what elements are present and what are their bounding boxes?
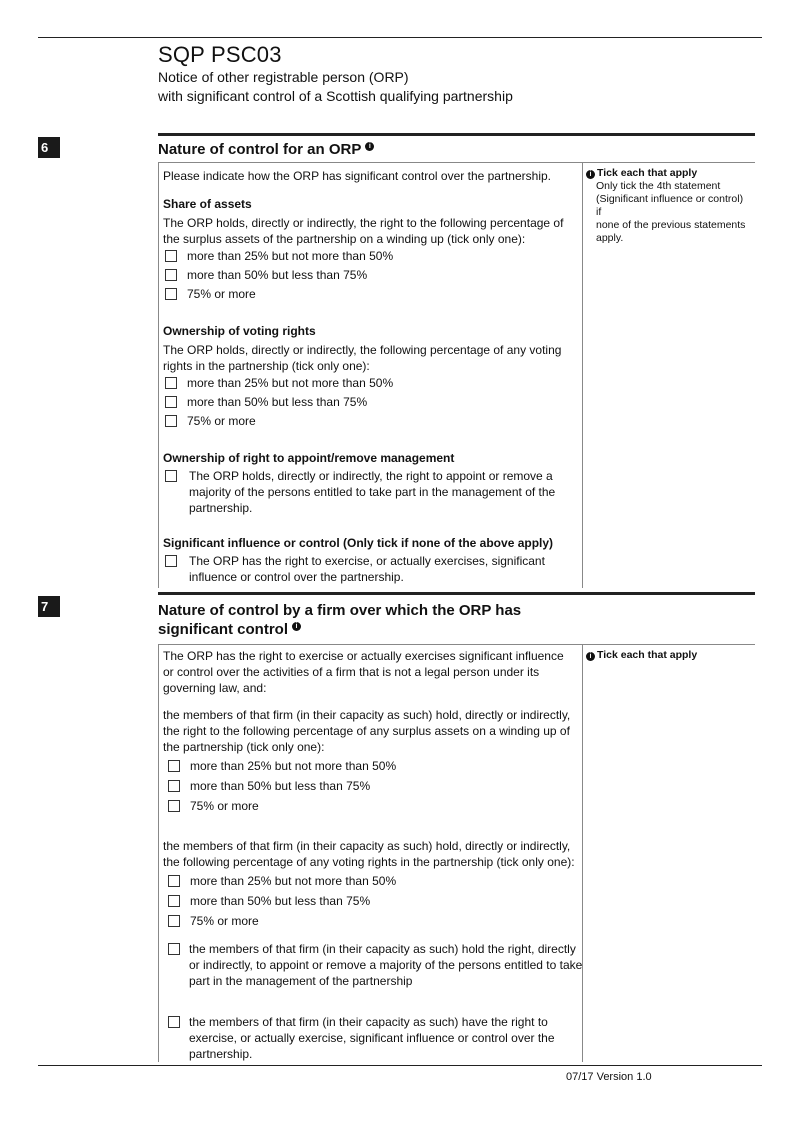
subtitle-line-2: with significant control of a Scottish qualifying partnership bbox=[158, 88, 513, 104]
checkbox[interactable] bbox=[168, 800, 180, 812]
firm-voting-text bbox=[163, 838, 578, 870]
share-option-1[interactable] bbox=[165, 248, 393, 264]
side-note-body bbox=[586, 180, 751, 245]
checkbox[interactable] bbox=[165, 250, 177, 262]
voting-line-2: the following percentage of any voting rights in the partnership (tick only one): bbox=[163, 855, 575, 869]
form-code: SQP PSC03 bbox=[158, 42, 282, 67]
section-7-box-left bbox=[158, 644, 159, 1062]
firm-assets-option-2[interactable] bbox=[168, 778, 370, 794]
voting-text-line-1: The ORP holds, directly or indirectly, the following percentage of any voting bbox=[163, 343, 562, 357]
section-7-intro bbox=[163, 648, 573, 696]
firm-appoint-line-2: or indirectly, to appoint or remove a majority of the persons entitled to take bbox=[189, 958, 583, 972]
option-label: more than 50% but less than 75% bbox=[190, 779, 371, 793]
section-7-box-top bbox=[158, 644, 755, 645]
top-rule bbox=[38, 37, 762, 38]
firm-voting-option-2[interactable] bbox=[168, 893, 370, 909]
footer-rule bbox=[38, 1065, 762, 1066]
checkbox[interactable] bbox=[168, 875, 180, 887]
section-6-box-top bbox=[158, 162, 755, 163]
firm-appoint-line-1: the members of that firm (in their capacity as such) hold the right, directly bbox=[189, 942, 576, 956]
firm-assets-text bbox=[163, 707, 578, 755]
option-label: more than 25% but not more than 50% bbox=[190, 759, 397, 773]
appoint-text-line-3: partnership. bbox=[189, 501, 253, 515]
firm-assets-option-1[interactable] bbox=[168, 758, 396, 774]
checkbox[interactable] bbox=[165, 269, 177, 281]
appoint-option[interactable] bbox=[165, 468, 579, 516]
firm-influence-option[interactable] bbox=[168, 1014, 584, 1062]
option-label: more than 25% but not more than 50% bbox=[187, 376, 394, 390]
section-6-rule bbox=[158, 133, 755, 136]
influence-text-line-2: influence or control over the partnership. bbox=[189, 570, 404, 584]
firm-influence-text bbox=[168, 1014, 584, 1062]
checkbox[interactable] bbox=[165, 377, 177, 389]
intro-line-1: The ORP has the right to exercise or actually exercises significant influence bbox=[163, 649, 564, 663]
voting-rights-heading: Ownership of voting rights bbox=[163, 324, 316, 338]
checkbox[interactable] bbox=[168, 943, 180, 955]
share-of-assets-text bbox=[163, 215, 573, 247]
checkbox[interactable] bbox=[168, 780, 180, 792]
form-subtitle bbox=[158, 68, 608, 106]
firm-appoint-text bbox=[168, 941, 584, 989]
share-of-assets-heading: Share of assets bbox=[163, 197, 252, 211]
section-7-box-divider bbox=[582, 644, 583, 1062]
section-6-box-left bbox=[158, 162, 159, 588]
influence-text-line-1: The ORP has the right to exercise, or actually exercises, significant bbox=[189, 554, 545, 568]
section-6-number: 6 bbox=[38, 137, 60, 158]
firm-appoint-line-3: part in the management of the partnership bbox=[189, 974, 413, 988]
section-7-side-note bbox=[586, 649, 751, 662]
section-6-side-note bbox=[586, 167, 751, 245]
side-note-title-text: Tick each that apply bbox=[597, 167, 698, 179]
assets-line-2: the right to the following percentage of any surplus assets on a winding up of bbox=[163, 724, 570, 738]
section-7-title bbox=[158, 601, 521, 639]
section-6-title-text: Nature of control for an ORP bbox=[158, 141, 362, 158]
voting-rights-text bbox=[163, 342, 573, 374]
checkbox[interactable] bbox=[165, 470, 177, 482]
checkbox[interactable] bbox=[165, 415, 177, 427]
info-icon: i bbox=[365, 142, 374, 151]
share-option-2[interactable] bbox=[165, 267, 367, 283]
section-6-intro: Please indicate how the ORP has significant control over the partnership. bbox=[163, 169, 551, 183]
firm-influence-line-1: the members of that firm (in their capacity as such) have the right to bbox=[189, 1015, 548, 1029]
option-label: more than 50% but less than 75% bbox=[187, 395, 368, 409]
side-note-title-text: Tick each that apply bbox=[597, 649, 698, 661]
section-7-number: 7 bbox=[38, 596, 60, 617]
checkbox[interactable] bbox=[165, 288, 177, 300]
info-icon: i bbox=[292, 622, 301, 631]
voting-text-line-2: rights in the partnership (tick only one): bbox=[163, 359, 370, 373]
info-icon: i bbox=[586, 652, 595, 661]
share-text-line-1: The ORP holds, directly or indirectly, the right to the following percentage of bbox=[163, 216, 564, 230]
checkbox[interactable] bbox=[165, 555, 177, 567]
subtitle-line-1: Notice of other registrable person (ORP) bbox=[158, 69, 409, 85]
voting-option-3[interactable] bbox=[165, 413, 256, 429]
firm-influence-line-3: partnership. bbox=[189, 1047, 253, 1061]
appoint-text bbox=[165, 468, 579, 516]
section-7-title-line-2-text: significant control bbox=[158, 621, 289, 638]
option-label: more than 25% but not more than 50% bbox=[190, 874, 397, 888]
checkbox[interactable] bbox=[168, 1016, 180, 1028]
section-7-title-line-2 bbox=[158, 620, 521, 639]
option-label: more than 50% but less than 75% bbox=[187, 268, 368, 282]
checkbox[interactable] bbox=[168, 760, 180, 772]
share-option-3[interactable] bbox=[165, 286, 256, 302]
checkbox[interactable] bbox=[168, 915, 180, 927]
influence-option[interactable] bbox=[165, 553, 579, 585]
voting-option-1[interactable] bbox=[165, 375, 393, 391]
option-label: more than 50% but less than 75% bbox=[190, 894, 371, 908]
info-icon: i bbox=[586, 170, 595, 179]
side-note-line-4: apply. bbox=[596, 232, 624, 244]
voting-option-2[interactable] bbox=[165, 394, 367, 410]
option-label: 75% or more bbox=[187, 414, 256, 428]
option-label: 75% or more bbox=[190, 799, 259, 813]
version-label: 07/17 Version 1.0 bbox=[566, 1071, 652, 1083]
side-note-line-3: none of the previous statements bbox=[596, 219, 746, 231]
section-7-title-line-1: Nature of control by a firm over which the ORP has bbox=[158, 602, 522, 619]
firm-voting-option-3[interactable] bbox=[168, 913, 259, 929]
side-note-line-1: Only tick the 4th statement bbox=[596, 180, 721, 192]
side-note-line-2: (Significant influence or control) if bbox=[596, 193, 744, 218]
option-label: more than 25% but not more than 50% bbox=[187, 249, 394, 263]
firm-assets-option-3[interactable] bbox=[168, 798, 259, 814]
significant-influence-heading: Significant influence or control (Only tick if none of the above apply) bbox=[163, 536, 554, 550]
section-6-title bbox=[158, 140, 374, 159]
firm-appoint-option[interactable] bbox=[168, 941, 584, 989]
option-label: 75% or more bbox=[190, 914, 259, 928]
checkbox[interactable] bbox=[168, 895, 180, 907]
influence-text bbox=[165, 553, 579, 585]
option-label: 75% or more bbox=[187, 287, 256, 301]
checkbox[interactable] bbox=[165, 396, 177, 408]
voting-line-1: the members of that firm (in their capacity as such) hold, directly or indirectly, bbox=[163, 839, 571, 853]
appoint-management-heading: Ownership of right to appoint/remove management bbox=[163, 451, 455, 465]
intro-line-3: governing law, and: bbox=[163, 681, 267, 695]
firm-voting-option-1[interactable] bbox=[168, 873, 396, 889]
share-text-line-2: the surplus assets of the partnership on a winding up (tick only one): bbox=[163, 232, 526, 246]
assets-line-3: the partnership (tick only one): bbox=[163, 740, 325, 754]
side-note-title bbox=[586, 167, 751, 180]
appoint-text-line-1: The ORP holds, directly or indirectly, the right to appoint or remove a bbox=[189, 469, 553, 483]
firm-influence-line-2: exercise, or actually exercise, significant influence or control over the bbox=[189, 1031, 555, 1045]
section-7-rule bbox=[158, 592, 755, 595]
section-6-box-divider bbox=[582, 162, 583, 588]
intro-line-2: or control over the activities of a firm that is not a legal person under its bbox=[163, 665, 540, 679]
assets-line-1: the members of that firm (in their capacity as such) hold, directly or indirectly, bbox=[163, 708, 571, 722]
appoint-text-line-2: majority of the persons entitled to take part in the management of the bbox=[189, 485, 556, 499]
